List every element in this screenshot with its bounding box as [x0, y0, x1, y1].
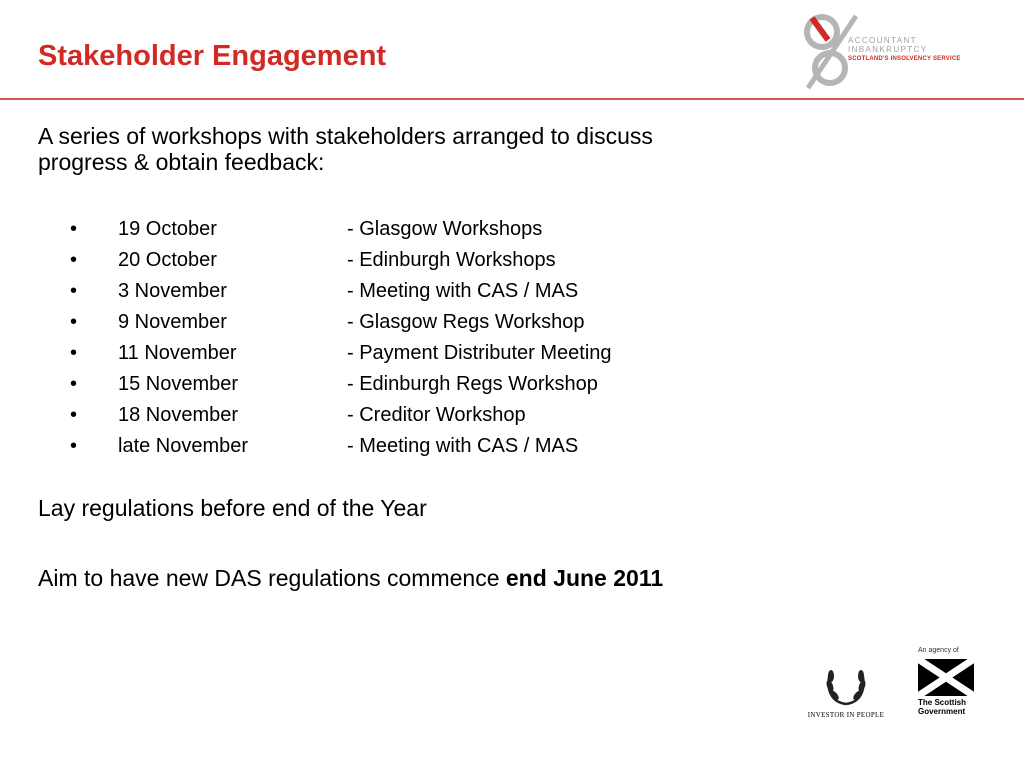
schedule-event: - Edinburgh Regs Workshop [347, 373, 598, 395]
title-divider [0, 98, 1024, 100]
bullet-icon: • [70, 342, 78, 364]
gov-line-1: The Scottish [918, 698, 967, 707]
aib-logo [800, 10, 970, 92]
bullet-icon: • [70, 404, 78, 426]
iip-label: INVESTOR IN PEOPLE [807, 711, 885, 719]
scottish-government-logo [918, 647, 998, 723]
intro-text: A series of workshops with stakeholders arranged to discuss progress & obtain feedback: [38, 123, 653, 175]
laurel-wreath-icon [800, 660, 892, 710]
aib-line-1: ACCOUNTANT [848, 36, 917, 45]
aim-text-bold: end June 2011 [505, 565, 664, 591]
schedule-event: - Meeting with CAS / MAS [347, 280, 579, 302]
schedule-event: - Glasgow Regs Workshop [347, 311, 585, 333]
bullet-icon: • [70, 249, 78, 271]
schedule-event: - Meeting with CAS / MAS [347, 435, 579, 457]
schedule-date: 15 November [118, 373, 239, 395]
schedule-event: - Creditor Workshop [347, 404, 526, 426]
investor-in-people-logo [800, 660, 892, 722]
government-name [918, 698, 966, 716]
schedule-date: late November [118, 435, 249, 457]
bullet-icon: • [70, 373, 78, 395]
bullet-icon: • [70, 218, 78, 240]
lay-regulations-text: Lay regulations before end of the Year [38, 495, 427, 521]
bullet-icon: • [70, 311, 78, 333]
aib-wordmark [848, 36, 961, 64]
aim-text [38, 565, 758, 592]
bullet-icon: • [70, 280, 78, 302]
schedule-date: 11 November [118, 342, 237, 364]
schedule-date: 3 November [118, 280, 227, 302]
gov-line-2: Government [918, 707, 966, 716]
schedule-date: 9 November [118, 311, 227, 333]
schedule-event: - Glasgow Workshops [347, 218, 543, 240]
agency-label: An agency of [918, 647, 959, 654]
schedule-date: 18 November [118, 404, 239, 426]
bullet-icon: • [70, 435, 78, 457]
schedule-date: 19 October [118, 218, 217, 240]
slide-title: Stakeholder Engagement [38, 40, 387, 72]
schedule-date: 20 October [118, 249, 217, 271]
saltire-flag-icon [918, 659, 974, 696]
schedule-event: - Edinburgh Workshops [347, 249, 556, 271]
aim-text-plain: Aim to have new DAS regulations commence [38, 565, 506, 591]
aib-line-2: INBANKRUPTCY [848, 45, 928, 54]
aib-line-3: SCOTLAND'S INSOLVENCY SERVICE [848, 56, 961, 62]
schedule-event: - Payment Distributer Meeting [347, 342, 612, 364]
